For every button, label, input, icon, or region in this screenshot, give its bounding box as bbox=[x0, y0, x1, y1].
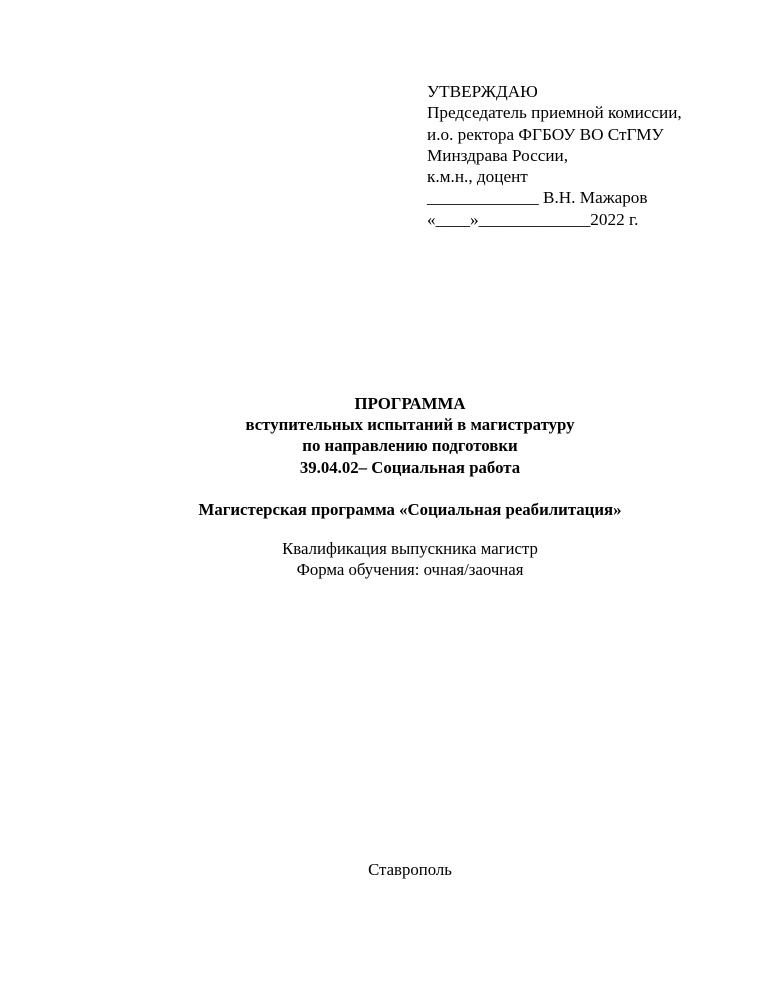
approval-signature-line: _____________ В.Н. Мажаров bbox=[427, 188, 648, 208]
approval-heading: УТВЕРЖДАЮ bbox=[427, 82, 538, 101]
study-form: Форма обучения: очная/заочная bbox=[296, 560, 524, 579]
approval-stamp bbox=[427, 81, 682, 230]
approval-degree: к.м.н., доцент bbox=[427, 167, 528, 187]
approval-rector: и.о. ректора ФГБОУ ВО СтГМУ bbox=[427, 124, 664, 144]
approval-ministry: Минздрава России, bbox=[427, 145, 569, 165]
program-title-block bbox=[0, 393, 768, 478]
program-direction-code: 39.04.02– Социальная работа bbox=[299, 457, 521, 477]
approval-date-line: «____»_____________2022 г. bbox=[427, 209, 639, 229]
approval-position: Председатель приемной комиссии, bbox=[427, 103, 682, 123]
city-name: Ставрополь bbox=[368, 860, 452, 879]
master-program-name: Магистерская программа «Социальная реабилитация» bbox=[198, 500, 622, 519]
qualification-degree: Квалификация выпускника магистр bbox=[282, 539, 538, 558]
program-direction-label: по направлению подготовки bbox=[302, 436, 518, 456]
program-subtitle: вступительных испытаний в магистратуру bbox=[245, 415, 575, 435]
program-heading: ПРОГРАММА bbox=[354, 394, 466, 413]
qualification-block bbox=[0, 538, 768, 580]
